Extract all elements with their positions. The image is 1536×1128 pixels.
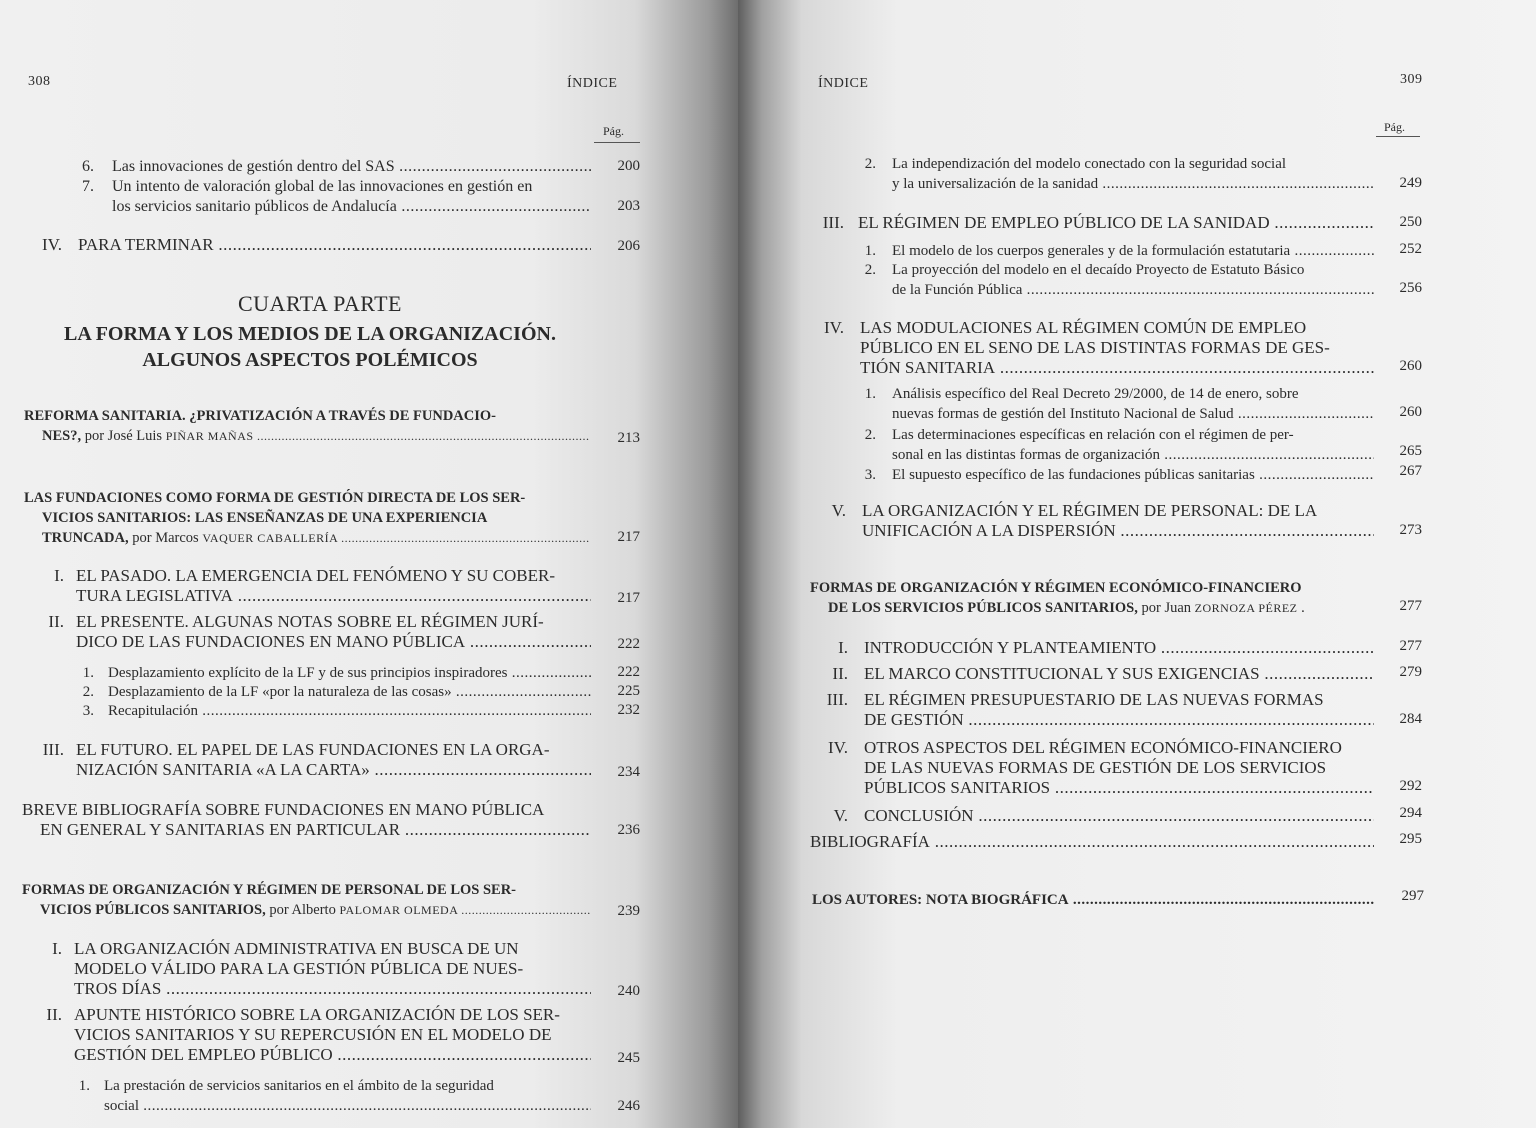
toc-entry-title: La independización del modelo conectado con la seguridad social [892, 156, 1287, 172]
toc-entry-title: EL RÉGIMEN PRESUPUESTARIO DE LAS NUEVAS FORMAS [864, 690, 1324, 709]
toc-entry[interactable]: 1. Análisis específico del Real Decreto 29/2000, de 14 de enero, sobre nuevas formas de gestión del Instituto Nacional de Salud ..... [862, 384, 1374, 424]
toc-entry-title: LOS AUTORES: NOTA BIOGRÁFICA ..... [812, 892, 1374, 908]
toc-page-number: 279 [1399, 664, 1422, 680]
pag-rule [1376, 136, 1420, 137]
toc-entry[interactable]: 3. Recapitulación ..... [80, 701, 591, 721]
toc-entry[interactable]: I. INTRODUCCIÓN Y PLANTEAMIENTO ..... [832, 638, 1374, 658]
toc-entry[interactable]: 2. Las determinaciones específicas en relación con el régimen de per- sonal en las distintas formas de organización ..... [862, 425, 1374, 465]
toc-page-number: 232 [617, 702, 640, 718]
page-number: 308 [28, 74, 51, 89]
chapter-entry[interactable]: REFORMA SANITARIA. ¿PRIVATIZACIÓN A TRAVÉS DE FUNDACIO- NES?, por José Luis PIÑAR MAÑAS ..... [24, 406, 590, 446]
toc-page-number: 206 [617, 238, 640, 254]
toc-page-number: 222 [617, 664, 640, 680]
chapter-entry[interactable]: LAS FUNDACIONES COMO FORMA DE GESTIÓN DIRECTA DE LOS SER- VICIOS SANITARIOS: LAS ENSEÑANZAS DE UNA EXPERIENCIA TRUNCADA, por Marcos VAQUER CABALLERÍA ..... [24, 488, 590, 548]
toc-page-number: 217 [617, 529, 640, 545]
toc-entry[interactable]: V. CONCLUSIÓN ..... [830, 806, 1374, 826]
chapter-entry[interactable]: FORMAS DE ORGANIZACIÓN Y RÉGIMEN DE PERSONAL DE LOS SER- VICIOS PÚBLICOS SANITARIOS, por Alberto PALOMAR OLMEDA ..... [22, 880, 590, 920]
toc-entry[interactable]: IV. PARA TERMINAR ..... [38, 235, 591, 255]
toc-entry-title: El supuesto específico de las fundaciones públicas sanitarias ..... [892, 467, 1374, 483]
toc-entry-title: La prestación de servicios sanitarios en el ámbito de la seguridad [104, 1078, 494, 1094]
toc-page-number: 256 [1399, 280, 1422, 296]
toc-entry-title: los servicios sanitario públicos de Andalucía ..... [112, 198, 591, 215]
toc-entry-title: EL FUTURO. EL PAPEL DE LAS FUNDACIONES EN LA ORGA- [76, 740, 550, 759]
toc-entry[interactable]: III. EL RÉGIMEN DE EMPLEO PÚBLICO DE LA SANIDAD ..... [816, 213, 1374, 233]
toc-entry-title: EL PASADO. LA EMERGENCIA DEL FENÓMENO Y SU COBER- [76, 566, 556, 585]
toc-page-number: 295 [1399, 831, 1422, 847]
chapter-title: FORMAS DE ORGANIZACIÓN Y RÉGIMEN ECONÓMICO-FINANCIERO [810, 580, 1302, 596]
chapter-author: PALOMAR OLMEDA ..... [339, 903, 590, 917]
toc-entry[interactable]: II. APUNTE HISTÓRICO SOBRE LA ORGANIZACIÓN DE LOS SER- VICIOS SANITARIOS Y SU REPERCUSIÓN EN EL MODELO DE GESTIÓN DEL EMPLEO PÚBLICO ..... [40, 1005, 591, 1065]
toc-entry-title: BREVE BIBLIOGRAFÍA SOBRE FUNDACIONES EN MANO PÚBLICA [22, 800, 545, 819]
toc-page-number: 222 [617, 636, 640, 652]
toc-page-number: 294 [1399, 805, 1422, 821]
toc-page-number: 245 [617, 1050, 640, 1066]
toc-entry[interactable]: I. LA ORGANIZACIÓN ADMINISTRATIVA EN BUSCA DE UN MODELO VÁLIDO PARA LA GESTIÓN PÚBLICA DE NUES- TROS DÍAS ..... [40, 939, 591, 999]
toc-entry[interactable]: II. EL PRESENTE. ALGUNAS NOTAS SOBRE EL RÉGIMEN JURÍ- DICO DE LAS FUNDACIONES EN MANO PÚBLICA ..... [40, 612, 591, 652]
toc-page-number: 203 [617, 198, 640, 214]
toc-page-number: 277 [1399, 598, 1422, 614]
toc-entry-title: APUNTE HISTÓRICO SOBRE LA ORGANIZACIÓN DE LOS SER- [74, 1005, 560, 1024]
running-header: ÍNDICE [567, 76, 618, 91]
toc-entry-title: OTROS ASPECTOS DEL RÉGIMEN ECONÓMICO-FINANCIERO [864, 738, 1342, 757]
toc-entry[interactable]: 1. El modelo de los cuerpos generales y de la formulación estatutaria ..... [862, 241, 1374, 261]
part-title: LA FORMA Y LOS MEDIOS DE LA ORGANIZACIÓN. ALGUNOS ASPECTOS POLÉMICOS [64, 323, 556, 371]
toc-entry-title: Recapitulación ..... [108, 703, 591, 719]
toc-page-number: 234 [617, 764, 640, 780]
toc-page-number: 292 [1399, 778, 1422, 794]
toc-entry-title: Un intento de valoración global de las innovaciones en gestión en [112, 178, 533, 195]
toc-entry-title: Desplazamiento de la LF «por la naturaleza de las cosas» ..... [108, 684, 591, 700]
part-heading: CUARTA PARTE [238, 291, 402, 316]
toc-entry[interactable]: IV. LAS MODULACIONES AL RÉGIMEN COMÚN DE EMPLEO PÚBLICO EN EL SENO DE LAS DISTINTAS FORMAS DE GES- TIÓN SANITARIA ..... [818, 318, 1374, 378]
toc-page-number: 200 [617, 158, 640, 174]
toc-page-number: 273 [1399, 522, 1422, 538]
toc-entry-title: La proyección del modelo en el decaído Proyecto de Estatuto Básico [892, 262, 1305, 278]
toc-entry-title: LA ORGANIZACIÓN ADMINISTRATIVA EN BUSCA DE UN [74, 939, 519, 958]
toc-entry[interactable]: 2. La proyección del modelo en el decaído Proyecto de Estatuto Básico de la Función Pública ..... [862, 260, 1374, 300]
toc-entry[interactable]: 6. Las innovaciones de gestión dentro del SAS ..... [84, 157, 591, 177]
toc-entry-title: El modelo de los cuerpos generales y de la formulación estatutaria ..... [892, 243, 1374, 259]
toc-entry-title: BIBLIOGRAFÍA ..... [810, 832, 1374, 851]
toc-entry-title: CONCLUSIÓN ..... [864, 806, 1374, 825]
toc-page-number: 239 [617, 903, 640, 919]
toc-entry[interactable]: 1. La prestación de servicios sanitarios en el ámbito de la seguridad social ..... [76, 1076, 591, 1116]
toc-entry[interactable]: 3. El supuesto específico de las fundaciones públicas sanitarias ..... [862, 465, 1374, 485]
toc-page-number: 236 [617, 822, 640, 838]
toc-entry[interactable]: II. EL MARCO CONSTITUCIONAL Y SUS EXIGENCIAS ..... [828, 664, 1374, 684]
toc-entry[interactable]: III. EL RÉGIMEN PRESUPUESTARIO DE LAS NUEVAS FORMAS DE GESTIÓN ..... [822, 690, 1374, 730]
chapter-author: ZORNOZA PÉREZ [1194, 601, 1298, 615]
toc-entry[interactable]: III. EL FUTURO. EL PAPEL DE LAS FUNDACIONES EN LA ORGA- NIZACIÓN SANITARIA «A LA CARTA» ..... [34, 740, 591, 780]
toc-page-number: 284 [1399, 711, 1422, 727]
toc-entry[interactable]: 2. Desplazamiento de la LF «por la naturaleza de las cosas» ..... [80, 682, 591, 702]
toc-page-number: 240 [617, 983, 640, 999]
toc-entry[interactable] [810, 832, 1374, 852]
toc-entry-title: Análisis específico del Real Decreto 29/2000, de 14 de enero, sobre [892, 386, 1299, 402]
toc-page-number: 217 [617, 590, 640, 606]
toc-entry[interactable]: V. LA ORGANIZACIÓN Y EL RÉGIMEN DE PERSONAL: DE LA UNIFICACIÓN A LA DISPERSIÓN ..... [826, 501, 1374, 541]
toc-page-number: 260 [1399, 358, 1422, 374]
toc-entry[interactable]: BREVE BIBLIOGRAFÍA SOBRE FUNDACIONES EN MANO PÚBLICA EN GENERAL Y SANITARIAS EN PARTICULAR ..... [22, 800, 591, 840]
chapter-entry[interactable]: FORMAS DE ORGANIZACIÓN Y RÉGIMEN ECONÓMICO-FINANCIERO DE LOS SERVICIOS PÚBLICOS SANITARIOS, por Juan ZORNOZA PÉREZ . [810, 578, 1376, 618]
toc-entry[interactable]: 2. La independización del modelo conectado con la seguridad social y la universalización de la sanidad ..... [862, 154, 1374, 194]
toc-entry[interactable]: 1. Desplazamiento explícito de la LF y de sus principios inspiradores ..... [80, 663, 591, 683]
toc-page-number: 265 [1399, 443, 1422, 459]
toc-entry-title: Desplazamiento explícito de la LF y de sus principios inspiradores ..... [108, 665, 591, 681]
toc-entry-title: INTRODUCCIÓN Y PLANTEAMIENTO ..... [864, 638, 1374, 657]
toc-page-number: 213 [617, 430, 640, 446]
toc-entry-title: LAS MODULACIONES AL RÉGIMEN COMÚN DE EMPLEO [860, 318, 1307, 337]
page-number: 309 [1400, 72, 1423, 87]
toc-page-number: 249 [1399, 175, 1422, 191]
toc-entry[interactable] [812, 890, 1374, 910]
toc-entry[interactable]: 7. Un intento de valoración global de las innovaciones en gestión en los servicios sanitario públicos de Andalucía ..... [84, 177, 591, 217]
toc-page-number: 297 [1401, 888, 1424, 904]
toc-page-number: 250 [1399, 214, 1422, 230]
toc-entry-title: LA ORGANIZACIÓN Y EL RÉGIMEN DE PERSONAL: DE LA [862, 501, 1318, 520]
toc-page-number: 225 [617, 683, 640, 699]
toc-entry[interactable]: IV. OTROS ASPECTOS DEL RÉGIMEN ECONÓMICO-FINANCIERO DE LAS NUEVAS FORMAS DE GESTIÓN DE LOS SERVICIOS PÚBLICOS SANITARIOS ..... [822, 738, 1374, 798]
chapter-title: LAS FUNDACIONES COMO FORMA DE GESTIÓN DIRECTA DE LOS SER- [24, 490, 526, 506]
toc-entry-title: EL PRESENTE. ALGUNAS NOTAS SOBRE EL RÉGIMEN JURÍ- [76, 612, 544, 631]
chapter-author: PIÑAR MAÑAS ..... [166, 429, 590, 443]
running-header: ÍNDICE [818, 76, 869, 91]
toc-entry-title: PARA TERMINAR ..... [78, 235, 591, 254]
toc-entry-title: EL MARCO CONSTITUCIONAL Y SUS EXIGENCIAS ..... [864, 664, 1374, 683]
toc-entry-title: Las innovaciones de gestión dentro del SAS ..... [112, 158, 591, 175]
pag-rule [594, 142, 640, 143]
chapter-title: FORMAS DE ORGANIZACIÓN Y RÉGIMEN DE PERSONAL DE LOS SER- [22, 882, 516, 898]
toc-page-number: 277 [1399, 638, 1422, 654]
toc-entry[interactable]: I. EL PASADO. LA EMERGENCIA DEL FENÓMENO Y SU COBER- TURA LEGISLATIVA ..... [40, 566, 591, 606]
right-page [738, 0, 1536, 1128]
left-page [0, 0, 738, 1128]
chapter-author: VAQUER CABALLERÍA ..... [202, 531, 590, 545]
toc-page-number: 252 [1399, 241, 1422, 257]
toc-page-number: 246 [617, 1098, 640, 1114]
toc-entry-title: Las determinaciones específicas en relación con el régimen de per- [892, 427, 1294, 443]
pag-label: Pág. [1384, 120, 1405, 134]
pag-label: Pág. [603, 124, 624, 138]
chapter-title: REFORMA SANITARIA. ¿PRIVATIZACIÓN A TRAVÉS DE FUNDACIO- [24, 408, 496, 424]
toc-page-number: 267 [1399, 463, 1422, 479]
toc-entry-title: EL RÉGIMEN DE EMPLEO PÚBLICO DE LA SANIDAD ..... [858, 213, 1374, 232]
toc-page-number: 260 [1399, 404, 1422, 420]
